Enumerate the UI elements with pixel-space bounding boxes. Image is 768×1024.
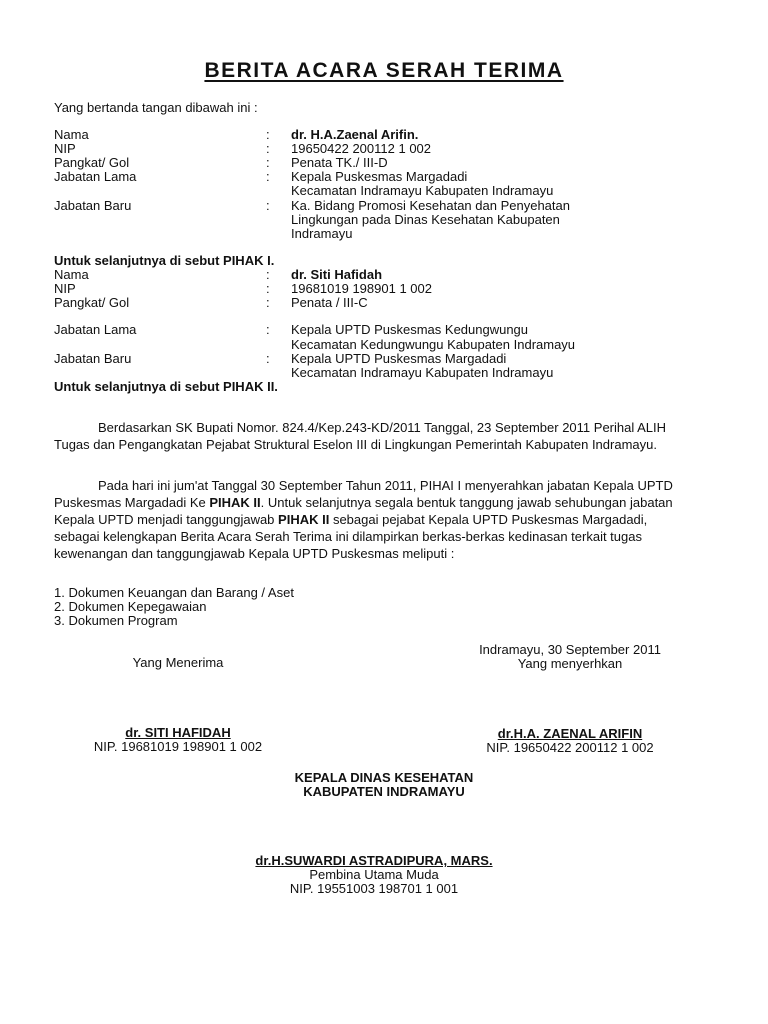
p1-nama-label: Nama (54, 127, 89, 142)
p1-jabatan-baru-line2: Lingkungan pada Dinas Kesehatan Kabupaten (291, 212, 560, 227)
receiver-role: Yang Menerima (132, 655, 224, 670)
para2-pihak2-first: PIHAK II (209, 495, 261, 510)
paragraph-sk-bupati (54, 419, 684, 453)
p1-pangkat-label: Pangkat/ Gol (54, 155, 130, 170)
p1-jabatan-baru-line3: Indramayu (291, 226, 353, 241)
p2-jabatan-lama-line1: Kepala UPTD Puskesmas Kedungwungu (291, 322, 529, 337)
p1-caption: Untuk selanjutnya di sebut PIHAK I. (54, 253, 275, 268)
p2-jabatan-lama-colon: : (266, 322, 270, 337)
place-date: Indramayu, 30 September 2011 (479, 642, 661, 657)
p1-jabatan-baru-colon: : (266, 198, 270, 213)
head-rank: Pembina Utama Muda (309, 867, 439, 882)
giver-role: Yang menyerhkan (517, 656, 623, 671)
p1-pangkat-value: Penata TK./ III-D (291, 155, 388, 170)
paragraph-serah-terima (54, 477, 684, 562)
p2-jabatan-baru-line1: Kepala UPTD Puskesmas Margadadi (291, 351, 507, 366)
p1-nip-colon: : (266, 141, 270, 156)
paragraph-sk-bupati-text: Berdasarkan SK Bupati Nomor. 824.4/Kep.243-KD/2011 Tanggal, 23 September 2011 Perihal ALIH Tugas dan Pengangkatan Pejabat Struktural Eselon III di Lingkungan Pemerintah Kabupaten Indramayu. (54, 420, 667, 452)
p2-nip-colon: : (266, 281, 270, 296)
giver-name-text: dr.H.A. ZAENAL ARIFIN (497, 726, 643, 741)
p1-jabatan-baru-line1: Ka. Bidang Promosi Kesehatan dan Penyehatan (291, 198, 570, 213)
p2-nip-value: 19681019 198901 1 002 (291, 281, 432, 296)
p2-jabatan-lama-line2: Kecamatan Kedungwungu Kabupaten Indramayu (291, 337, 576, 352)
p2-jabatan-baru-colon: : (266, 351, 270, 366)
head-nip: NIP. 19551003 198701 1 001 (289, 881, 459, 896)
p2-jabatan-lama-label: Jabatan Lama (54, 322, 137, 337)
p1-jabatan-lama-label: Jabatan Lama (54, 169, 137, 184)
p2-jabatan-baru-line2: Kecamatan Indramayu Kabupaten Indramayu (291, 365, 554, 380)
p1-jabatan-lama-line2: Kecamatan Indramayu Kabupaten Indramayu (291, 183, 554, 198)
p2-jabatan-baru-label: Jabatan Baru (54, 351, 132, 366)
document-list (54, 586, 294, 628)
list-item: 3. Dokumen Program (54, 613, 178, 628)
p2-nama-value: dr. Siti Hafidah (291, 267, 383, 282)
para2-part-e: sebagai pejabat Kepala UPTD Puskesmas Margadadi, sebagai kelengkapan Berita Acara Serah Terima ini dilampirkan berkas-berkas kedinasan terkait tugas kewenangan dan tanggungjawab Kepala UPTD Puskesmas meliputi : (54, 512, 648, 561)
p2-pangkat-colon: : (266, 295, 270, 310)
p1-nip-value: 19650422 200112 1 002 (291, 141, 432, 156)
intro-text: Yang bertanda tangan dibawah ini : (54, 100, 258, 115)
giver-nip: NIP. 19650422 200112 1 002 (486, 740, 654, 755)
p1-jabatan-lama-line1: Kepala Puskesmas Margadadi (291, 169, 468, 184)
para2-part-a: Pada hari ini jum'at Tanggal 30 September Tahun 2011, PIHAI I menyerahkan jabatan Kepala UPTD Puskesmas Margadadi Ke (54, 478, 673, 510)
p2-caption: Untuk selanjutnya di sebut PIHAK II. (54, 379, 278, 394)
head-title-line1: KEPALA DINAS KESEHATAN (294, 770, 474, 785)
p1-nama-value: dr. H.A.Zaenal Arifin. (291, 127, 419, 142)
head-title-line2: KABUPATEN INDRAMAYU (303, 784, 465, 799)
para2-pihak2-second: PIHAK II (278, 512, 330, 527)
p1-pangkat-colon: : (266, 155, 270, 170)
p1-nama-colon: : (266, 127, 270, 142)
para2-part-c: . Untuk selanjutnya segala bentuk tanggung jawab sehubungan jabatan Kepala UPTD menjadi tanggungjawab (54, 495, 673, 527)
p1-jabatan-baru-label: Jabatan Baru (54, 198, 132, 213)
receiver-nip: NIP. 19681019 198901 1 002 (93, 739, 263, 754)
head-name-text: dr.H.SUWARDI ASTRADIPURA, MARS. (255, 853, 493, 868)
p2-nama-label: Nama (54, 267, 89, 282)
document-title: BERITA ACARA SERAH TERIMA (204, 59, 564, 82)
receiver-name-text: dr. SITI HAFIDAH (125, 725, 231, 740)
p1-nip-label: NIP (54, 141, 76, 156)
p2-pangkat-value: Penata / III-C (291, 295, 368, 310)
receiver-name (78, 726, 278, 740)
list-item: 1. Dokumen Keuangan dan Barang / Aset (54, 585, 294, 600)
p2-nama-colon: : (266, 267, 270, 282)
p2-pangkat-label: Pangkat/ Gol (54, 295, 130, 310)
giver-name (440, 727, 700, 741)
p1-jabatan-lama-colon: : (266, 169, 270, 184)
p2-nip-label: NIP (54, 281, 76, 296)
list-item: 2. Dokumen Kepegawaian (54, 599, 207, 614)
head-name (224, 854, 524, 868)
